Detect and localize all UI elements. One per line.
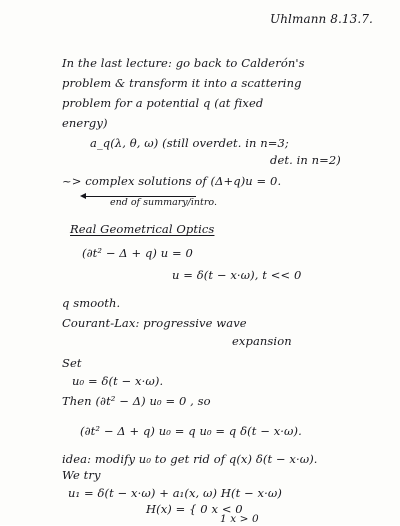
wave-equation: (∂t² − Δ + q) u = 0: [82, 246, 193, 260]
summary-line-4: energy): [62, 116, 108, 130]
summary-line-2: problem & transform it into a scattering: [62, 76, 302, 90]
idea-line: idea: modify u₀ to get rid of q(x) δ(t − x·ω).: [62, 452, 318, 466]
section-heading: Real Geometrical Optics: [70, 222, 215, 236]
end-summary-arrow-icon: [80, 193, 86, 199]
u1-definition: u₁ = δ(t − x·ω) + a₁(x, ω) H(t − x·ω): [68, 486, 282, 500]
initial-condition: u = δ(t − x·ω), t << 0: [172, 268, 302, 282]
summary-det-note: det. in n=2): [270, 153, 341, 167]
set-label: Set: [62, 356, 82, 370]
page-header: Uhlmann 8.13.7.: [270, 12, 373, 26]
courant-lax: Courant-Lax: progressive wave: [62, 316, 247, 330]
summary-line-1: In the last lecture: go back to Calderón's: [62, 56, 305, 70]
heaviside-def-case-0: H(x) = { 0 x < 0: [146, 502, 243, 516]
courant-lax-expansion: expansion: [232, 334, 292, 348]
summary-complex-solutions: ~> complex solutions of (Δ+q)u = 0.: [62, 174, 282, 188]
summary-line-3: problem for a potential q (at fixed: [62, 96, 264, 110]
heaviside-def-case-1: 1 x > 0: [220, 513, 259, 525]
then-line: Then (∂t² − Δ) u₀ = 0 , so: [62, 394, 211, 408]
we-try: We try: [62, 468, 101, 482]
summary-formula-aq: a_q(λ, θ, ω) (still overdet. in n=3;: [90, 136, 289, 150]
u0-definition: u₀ = δ(t − x·ω).: [72, 374, 164, 388]
end-summary-note: end of summary/intro.: [110, 197, 217, 208]
q-smooth: q smooth.: [62, 296, 121, 310]
q-u0-line: (∂t² − Δ + q) u₀ = q u₀ = q δ(t − x·ω).: [80, 424, 302, 438]
